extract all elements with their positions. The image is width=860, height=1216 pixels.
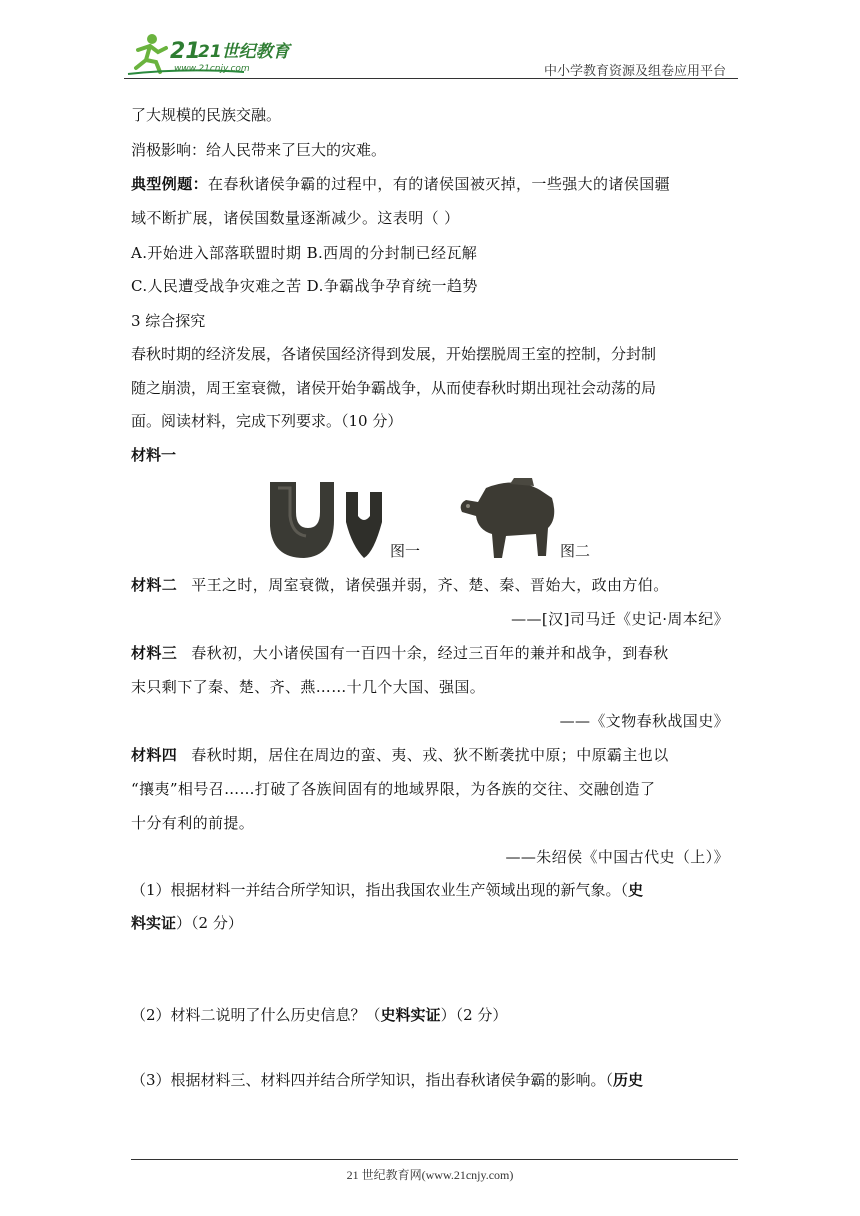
question-skill: 历史 [613,1071,644,1089]
question-3 [131,1070,643,1090]
material-2 [131,575,669,595]
text-line: 春秋时期的经济发展，各诸侯国经济得到发展，开始摆脱周王室的控制，分封制 [131,345,657,363]
material-label: 材料三 [131,644,178,662]
text-line: 面。阅读材料，完成下列要求。（10 分） [131,412,403,430]
material-text: 春秋初，大小诸侯国有一百四十余，经过三百年的兼并和战争，到春秋 [191,644,669,662]
footer-rule [131,1159,738,1160]
material-figures [262,476,622,566]
site-logo[interactable] [124,30,294,78]
source-citation: ——[汉]司马迁《史记·周本纪》 [511,610,729,628]
question-skill: 料实证 [131,914,177,932]
section-heading: 3 综合探究 [131,312,206,330]
example-question [131,174,670,194]
text-line: 消极影响：给人民带来了巨大的灾难。 [131,141,387,159]
text-line: “攘夷”相号召……打破了各族间固有的地域界限，为各族的交往、交融创造了 [131,780,656,798]
figure-2-caption: 图二 [560,542,591,560]
material-text: 春秋时期，居住在周边的蛮、夷、戎、狄不断袭扰中原；中原霸主也以 [191,746,669,764]
source-citation: ——《文物春秋战国史》 [559,712,729,730]
text-line: 域不断扩展，诸侯国数量逐渐减少。这表明（ ） [131,209,460,227]
text-line: 随之崩溃，周王室衰微，诸侯开始争霸战争，从而使春秋时期出现社会动荡的局 [131,379,657,397]
text-line: 十分有利的前提。 [131,814,255,832]
question-score: ）（2 分） [176,914,243,932]
question-1 [131,880,643,900]
material-label: 材料四 [131,746,178,764]
question-skill: 史 [628,881,644,899]
footer-text[interactable]: 21 世纪教育网(www.21cnjy.com) [346,1168,514,1182]
question-score: ）（2 分） [440,1006,508,1024]
text-line: 末只剩下了秦、楚、齐、燕……十几个大国、强国。 [131,678,486,696]
svg-text:www.21cnjy.com: www.21cnjy.com [174,64,250,74]
question-1-cont [131,913,243,933]
question-text: （1）根据材料一并结合所学知识，指出我国农业生产领域出现的新气象。（ [131,881,629,899]
svg-text:21: 21 [170,39,201,64]
option-line: C.人民遭受战争灾难之苦 D.争霸战争孕育统一趋势 [131,277,478,295]
page-header [124,30,738,82]
material-label: 材料一 [131,446,177,464]
header-platform-text: 中小学教育资源及组卷应用平台 [543,64,726,79]
example-stem: 在春秋诸侯争霸的过程中，有的诸侯国被灭掉，一些强大的诸侯国疆 [208,175,671,193]
material-text: 平王之时，周室衰微，诸侯强并弱，齐、楚、秦、晋始大，政由方伯。 [191,576,669,594]
header-rule [124,78,738,79]
question-skill: 史料实证 [380,1006,441,1024]
iron-tools-image [262,476,392,566]
question-2 [131,1005,507,1025]
question-text: （3）根据材料三、材料四并结合所学知识，指出春秋诸侯争霸的影响。（ [131,1071,614,1089]
question-text: （2）材料二说明了什么历史信息？（ [131,1006,381,1024]
figure-1-caption: 图一 [390,542,421,560]
option-line: A.开始进入部落联盟时期 B.西周的分封制已经瓦解 [131,244,478,262]
example-label: 典型例题： [131,175,209,193]
source-citation: ——朱绍侯《中国古代史（上）》 [505,848,729,866]
material-3 [131,643,669,663]
material-label: 材料二 [131,576,178,594]
svg-text:21世纪教育: 21世纪教育 [198,42,290,62]
bronze-ox-image [456,478,566,564]
material-4 [131,745,669,765]
text-line: 了大规模的民族交融。 [131,106,282,124]
